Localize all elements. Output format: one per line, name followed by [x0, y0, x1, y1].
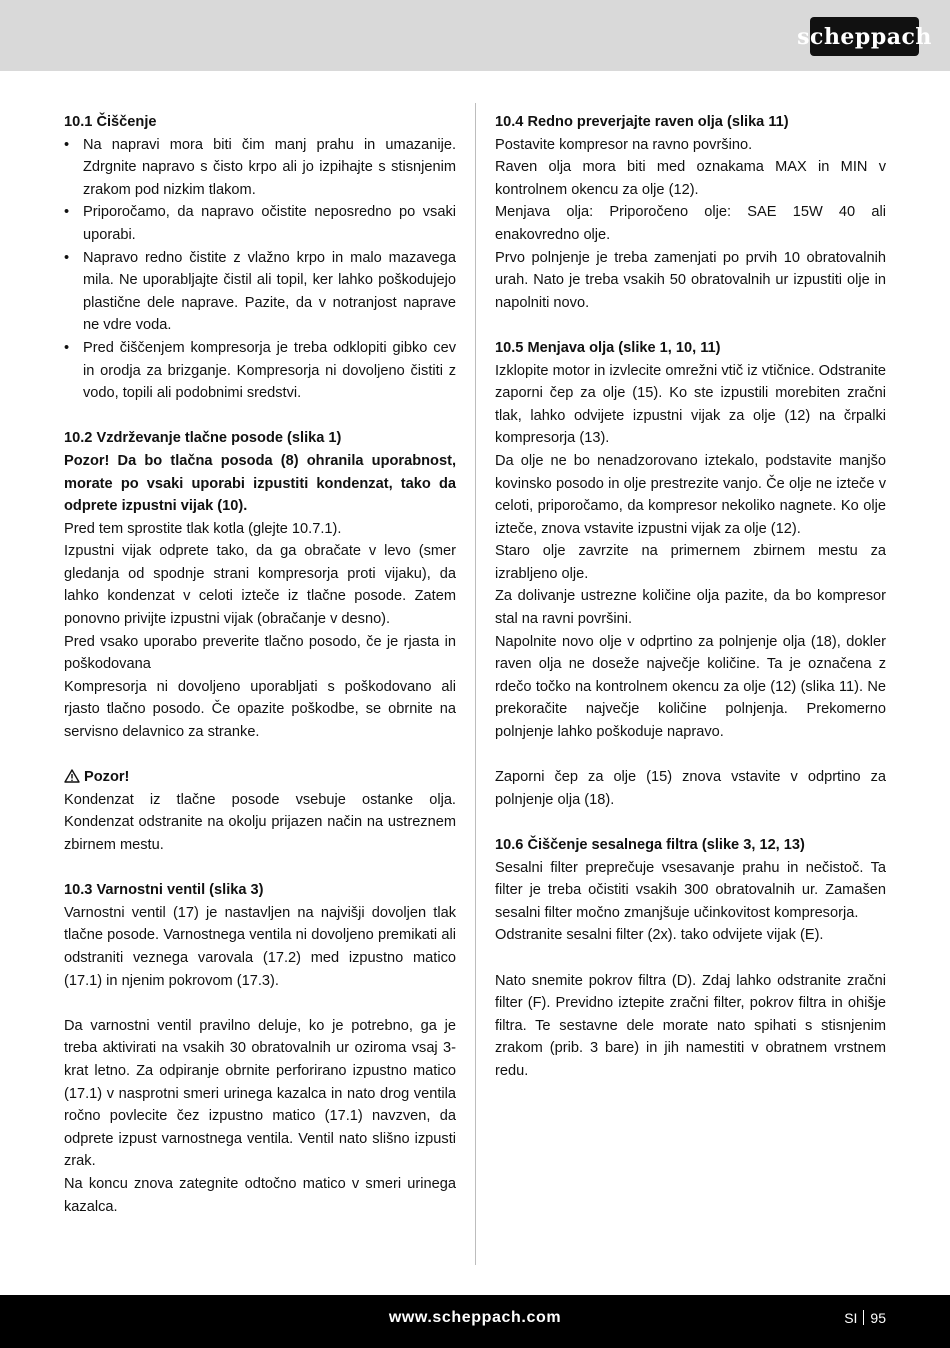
list-item: • Priporočamo, da napravo očistite neposredno po vsaki uporabi. [64, 204, 456, 243]
cleaning-bullet-list [64, 134, 456, 405]
warning-text: Kondenzat iz tlačne posode vsebuje ostanke olja. Kondenzat odstranite na okolju prijazen način na ustreznem zbirnem mestu. [64, 791, 456, 853]
scheppach-logo: scheppach [810, 17, 919, 56]
paragraph: Napolnite novo olje v odprtino za polnjenje olja (18), dokler raven olja ne doseže največje količine. Ta je označena z rdečo točko na kontrolnem okencu za olje (12) (slika 11). Ne prekoračite največje količine polnjenja. Prekomerno polnjenje lahko poškoduje napravo. [495, 633, 886, 741]
section-title-10-6: 10.6 Čiščenje sesalnega filtra (slike 3, 12, 13) [495, 837, 805, 853]
page-number: 95 [870, 1310, 886, 1326]
paragraph: Izpustni vijak odprete tako, da ga obračate v levo (smer gledanja od spodnje strani kompresorja proti vijaku), da lahko kondenzat v celoti izteče iz tlačne posode. Zatem ponovno privijte izpustni vijak (obračanje v desno). [64, 543, 456, 628]
section-title-10-2: 10.2 Vzdrževanje tlačne posode (slika 1) [64, 430, 342, 447]
footer-bar [0, 1295, 950, 1348]
section-title-10-4: 10.4 Redno preverjajte raven olja (slika 11) [495, 114, 789, 130]
paragraph: Da olje ne bo nenadzorovano iztekalo, podstavite manjšo kovinsko posodo in olje prestrezite vanjo. Če olje ne izteče v celoti, priporočamo, da kompresor nekoliko nagnete. Ko olje izteče, znova vstavite izpustni vijak za olje (12). [495, 452, 886, 537]
paragraph: Za dolivanje ustrezne količine olja pazite, da bo kompresor stal na ravni površini. [495, 588, 886, 628]
column-divider [475, 103, 476, 1265]
paragraph: Izklopite motor in izvlecite omrežni vtič iz vtičnice. Odstranite zaporni čep za olje (15). Ko ste izpustili morebiten zračni tlak, lahko odvijete izpustni vijak za olje (12) na črpalki kompresorja (13). [495, 362, 886, 447]
paragraph: Kompresorja ni dovoljeno uporabljati s poškodovano ali rjasto tlačno posodo. Če opazite poškodbe, se obrnite na servisno delavnico za stranke. [64, 678, 456, 741]
paragraph: Da varnostni ventil pravilno deluje, ko je potrebno, ga je treba aktivirati na vsakih 30 obratovalnih ur oziroma vsaj 3-krat letno. Za odpiranje obrnite perforirano izpustno matico (17.1) v nasprotni smeri urinega kazalca in nato drog ventila ročno povlecite čez izpustno matico (17.1) navzven, da odprete izpust varnostnega ventila. Ventil nato slišno izpusti zrak. [64, 1017, 456, 1170]
section-title-10-1: 10.1 Čiščenje [64, 114, 157, 130]
left-column [64, 111, 456, 1218]
list-item: • Na napravi mora biti čim manj prahu in umazanije. Zdrgnite napravo s čisto krpo ali jo izpihajte s stisnjenim zrakom pod nizkim tlakom. [64, 136, 456, 198]
paragraph: Odstranite sesalni filter (2x). tako odvijete vijak (E). [495, 927, 824, 944]
right-column [495, 111, 886, 1083]
paragraph: Staro olje zavrzite na primernem zbirnem mestu za izrabljeno olje. [495, 543, 886, 582]
header-band [0, 0, 950, 71]
paragraph: Pred tem sprostite tlak kotla (glejte 10.7.1). [64, 520, 342, 537]
paragraph: Na koncu znova zategnite odtočno matico v smeri urinega kazalca. [64, 1175, 456, 1215]
paragraph: Sesalni filter preprečuje vsesavanje prahu in nečistoč. Ta filter je treba očistiti vsakih 300 obratovalnih ur. Zamašen sesalni filter močno zmanjšuje učinkovitost kompresorja. [495, 859, 886, 921]
paragraph: Zaporni čep za olje (15) znova vstavite v odprtino za polnjenje olja (18). [495, 769, 886, 808]
list-item: • Pred čiščenjem kompresorja je treba odklopiti gibko cev in orodja za brizganje. Kompresorja ni dovoljeno čistiti z vodo, topili ali podobnimi sredstvi. [64, 339, 456, 402]
page-indicator [844, 1310, 886, 1326]
paragraph: Varnostni ventil (17) je nastavljen na najvišji dovoljen tlak tlačne posode. Varnostnega ventila ni dovoljeno premikati ali odstraniti veznega varovala (17.2) med izpustno matico (17.1) in njenim pokrovom (17.3). [64, 904, 456, 989]
paragraph: Pred vsako uporabo preverite tlačno posodo, če je rjasta in poškodovana [64, 633, 456, 673]
paragraph: Prvo polnjenje je treba zamenjati po prvih 10 obratovalnih urah. Nato je treba vsakih 50 obratovalnih ur izpustiti olje in napolniti novo. [495, 249, 886, 311]
website-link[interactable]: www.scheppach.com [388, 1309, 562, 1326]
list-item: • Napravo redno čistite z vlažno krpo in malo mazavega mila. Ne uporabljajte čistil ali topil, ker lahko poškodujejo plastične dele naprave. Pazite, da v notranjost naprave ne vdre voda. [64, 249, 456, 334]
language-code: SI [844, 1310, 858, 1326]
separator [863, 1310, 864, 1325]
pressure-vessel-warning: Pozor! Da bo tlačna posoda (8) ohranila uporabnost, morate po vsaki uporabi izpustiti kondenzat, tako da odprete izpustni vijak (10). [64, 452, 456, 515]
paragraph: Raven olja mora biti med oznakama MAX in MIN v kontrolnem okencu za olje (12). [495, 159, 886, 198]
paragraph: Menjava olja: Priporočeno olje: SAE 15W 40 ali enakovredno olje. [495, 204, 886, 243]
warning-triangle-icon [64, 769, 80, 783]
section-title-10-5: 10.5 Menjava olja (slike 1, 10, 11) [495, 339, 721, 356]
section-title-10-3: 10.3 Varnostni ventil (slika 3) [64, 882, 264, 899]
paragraph: Nato snemite pokrov filtra (D). Zdaj lahko odstranite zračni filter (F). Previdno iztepite zračni filter, pokrov filtra in ohišje filtra. Te sestavne dele morate nato spihati s stisnjenim zrakom (prib. 3 bare) in jih namestiti v obratnem vrstnem redu. [495, 972, 886, 1079]
paragraph: Postavite kompresor na ravno površino. [495, 136, 753, 153]
warning-heading: Pozor! [64, 766, 456, 789]
